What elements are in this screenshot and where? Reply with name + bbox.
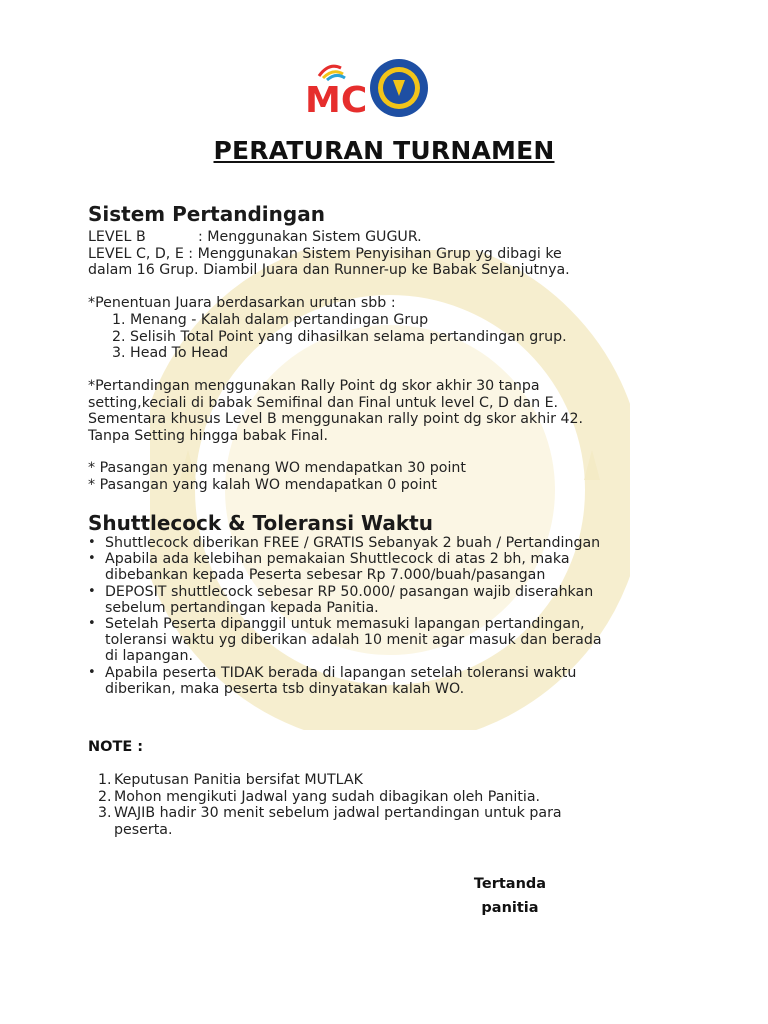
list-item-line: dibebankan kepada Peserta sebesar Rp 7.000/buah/pasangan (105, 567, 546, 584)
bullet-icon: • (88, 583, 96, 599)
rally-line: Sementara khusus Level B menggunakan rally point dg skor akhir 42. (88, 411, 584, 427)
list-item-line: Shuttlecock diberikan FREE / GRATIS Sebanyak 2 buah / Pertandingan (105, 535, 601, 551)
list-item-line: toleransi waktu yg diberikan adalah 10 menit agar masuk dan berada (105, 632, 602, 649)
list-item-line: di lapangan. (105, 648, 193, 665)
level-b-value: : Menggunakan Sistem GUGUR. (198, 229, 422, 245)
criteria-item: 1. Menang - Kalah dalam pertandingan Grup (112, 312, 429, 328)
bullet-icon: • (88, 616, 96, 632)
list-item-line: sebelum pertandingan kepada Panitia. (105, 599, 379, 616)
section-heading-sistem: Sistem Pertandingan (88, 202, 325, 226)
logo (305, 58, 435, 116)
penentuan-text: *Penentuan Juara berdasarkan urutan sbb : (88, 295, 396, 311)
list-item-line: diberikan, maka peserta tsb dinyatakan kalah WO. (105, 680, 465, 697)
list-item (88, 551, 688, 583)
level-b-line (88, 229, 422, 246)
rally-line: setting,keciali di babak Semifinal dan Final untuk level C, D dan E. (88, 395, 559, 411)
bullet-icon: • (88, 535, 96, 550)
list-item-line: Apabila peserta TIDAK berada di lapangan setelah toleransi waktu (105, 664, 577, 681)
level-cde-line-1: LEVEL C, D, E : Menggunakan Sistem Penyisihan Grup yg dibagi ke (88, 246, 562, 262)
note-number: 2. (98, 788, 112, 805)
note-item (98, 772, 658, 789)
list-item-line: DEPOSIT shuttlecock sebesar RP 50.000/ pasangan wajib diserahkan (105, 583, 594, 600)
signature-line: panitia (481, 900, 539, 916)
note-line: Keputusan Panitia bersifat MUTLAK (114, 772, 363, 788)
criteria-item: 3. Head To Head (112, 345, 229, 361)
list-item-line: Apabila ada kelebihan pemakaian Shuttlecock di atas 2 bh, maka (105, 551, 570, 568)
page-title: PERATURAN TURNAMEN (213, 136, 555, 165)
criteria-item: 2. Selisih Total Point yang dihasilkan selama pertandingan grup. (112, 329, 567, 345)
note-list (98, 772, 658, 838)
bullet-icon: • (88, 551, 96, 567)
level-cde-line-2: dalam 16 Grup. Diambil Juara dan Runner-up ke Babak Selanjutnya. (88, 262, 570, 278)
list-item (88, 584, 688, 616)
note-label: NOTE : (88, 739, 144, 755)
note-item (98, 805, 658, 838)
list-item (88, 665, 688, 697)
list-item (88, 616, 688, 665)
rally-line: *Pertandingan menggunakan Rally Point dg skor akhir 30 tanpa (88, 378, 540, 394)
rally-line: Tanpa Setting hingga babak Final. (88, 428, 328, 444)
svg-text:MC: MC (305, 80, 368, 118)
bullet-icon: • (88, 664, 96, 680)
note-line: Mohon mengikuti Jadwal yang sudah dibagikan oleh Panitia. (114, 788, 541, 805)
note-line: WAJIB hadir 30 menit sebelum jadwal pertandingan untuk para (114, 805, 562, 821)
mc-logo-icon (305, 58, 435, 118)
note-number: 3. (98, 805, 112, 821)
signature-line: Tertanda (473, 876, 547, 892)
note-item (98, 789, 658, 806)
signature-block (440, 872, 580, 920)
note-line: peserta. (114, 821, 173, 838)
level-b-key: LEVEL B (88, 229, 146, 245)
note-number: 1. (98, 772, 112, 788)
list-item-line: Setelah Peserta dipanggil untuk memasuki lapangan pertandingan, (105, 616, 585, 633)
section-heading-shuttlecock: Shuttlecock & Toleransi Waktu (88, 511, 433, 535)
wo-line: * Pasangan yang menang WO mendapatkan 30 point (88, 460, 466, 476)
list-item (88, 535, 688, 551)
wo-line: * Pasangan yang kalah WO mendapatkan 0 point (88, 477, 437, 493)
shuttlecock-rules-list (88, 535, 688, 697)
